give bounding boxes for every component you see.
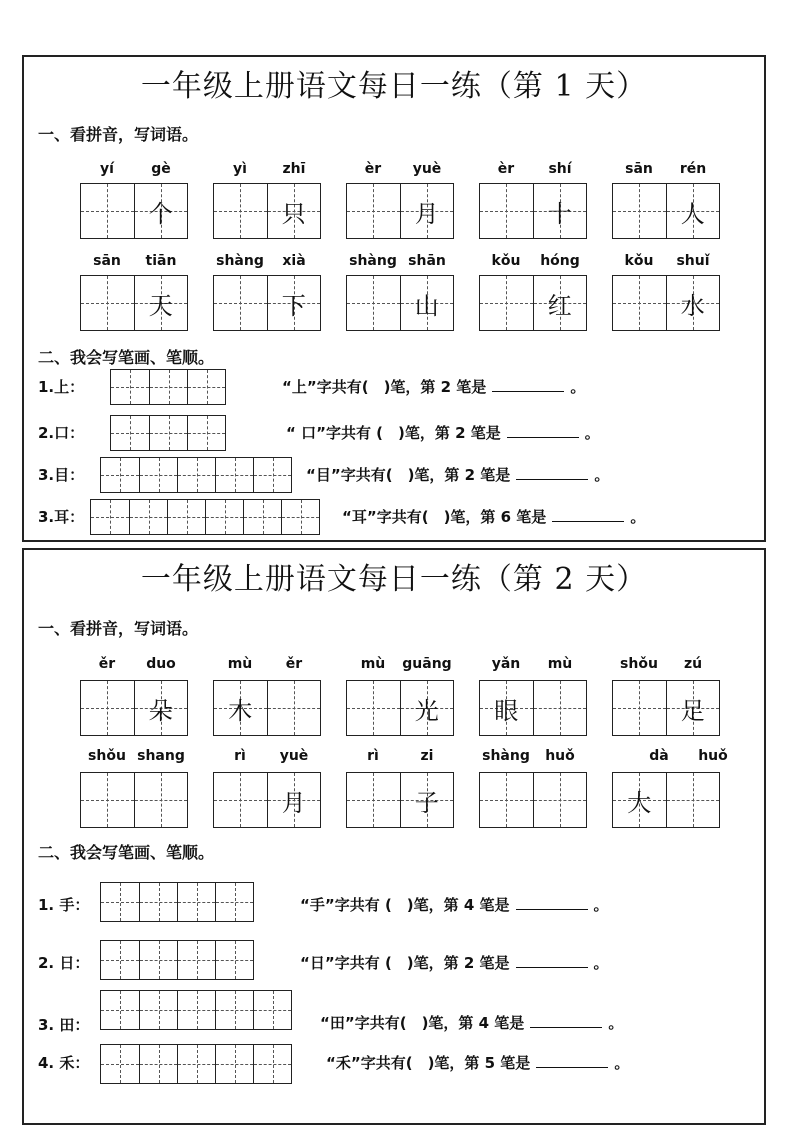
stroke-grid[interactable] — [110, 369, 226, 405]
stroke-question — [24, 457, 764, 491]
section-heading-strokes: 二、我会写笔画、笔顺。 — [38, 843, 215, 862]
pinyin-label: shàng xià — [216, 253, 306, 269]
writing-box[interactable]: 月 — [213, 772, 321, 828]
writing-box[interactable]: 眼 — [479, 680, 587, 736]
writing-box[interactable]: 个 — [80, 183, 188, 239]
question-text: “上”字共有( )笔，第 2 笔是 。 — [282, 378, 586, 396]
pinyin-label: rì yuè — [234, 748, 309, 764]
worksheet-title: 一年级上册语文每日一练（第 1 天） — [140, 69, 648, 104]
pinyin-label: shàng shān — [349, 253, 446, 269]
stroke-question — [24, 369, 764, 403]
section-heading-pinyin: 一、看拼音，写词语。 — [38, 619, 199, 638]
writing-box[interactable]: 下 — [213, 275, 321, 331]
question-label: 1.上： — [38, 378, 85, 396]
answer-blank[interactable] — [530, 1013, 602, 1028]
stroke-question — [24, 1044, 764, 1078]
question-text: “手”字共有 ( )笔，第 4 笔是 。 — [300, 896, 609, 914]
question-label: 2.口： — [38, 424, 85, 442]
pinyin-label: yí gè — [100, 161, 171, 177]
writing-box[interactable]: 光 — [346, 680, 454, 736]
question-label: 1. 手： — [38, 896, 90, 914]
pinyin-label: mù guāng — [360, 656, 452, 672]
stroke-question — [24, 415, 764, 449]
pinyin-label: rì zi — [367, 748, 434, 764]
pinyin-label: kǒu shuǐ — [624, 253, 710, 269]
writing-box[interactable]: 只 — [213, 183, 321, 239]
answer-blank[interactable] — [552, 507, 624, 522]
question-label: 4. 禾： — [38, 1054, 90, 1072]
question-text: “田”字共有( )笔，第 4 笔是 。 — [320, 1014, 624, 1032]
writing-box[interactable] — [479, 772, 587, 828]
pinyin-label: èr yuè — [364, 161, 442, 177]
writing-box[interactable]: 子 — [346, 772, 454, 828]
pinyin-label: ěr duo — [98, 656, 176, 672]
pinyin-label: èr shí — [497, 161, 572, 177]
pinyin-label: mù ěr — [227, 656, 303, 672]
pinyin-label: sān tiān — [93, 253, 177, 269]
writing-box[interactable]: 人 — [612, 183, 720, 239]
stroke-grid[interactable] — [110, 415, 226, 451]
writing-box[interactable]: 大 — [612, 772, 720, 828]
writing-box[interactable]: 朵 — [80, 680, 188, 736]
section-heading-pinyin: 一、看拼音，写词语。 — [38, 125, 199, 144]
question-text: “ 口”字共有 ( )笔，第 2 笔是 。 — [286, 424, 600, 442]
answer-blank[interactable] — [516, 953, 588, 968]
pinyin-label: shàng huǒ — [482, 748, 575, 764]
writing-box[interactable]: 月 — [346, 183, 454, 239]
question-text: “目”字共有( )笔，第 2 笔是 。 — [306, 466, 610, 484]
stroke-grid[interactable] — [90, 499, 320, 535]
stroke-grid[interactable] — [100, 940, 254, 980]
pinyin-label: yì zhī — [233, 161, 306, 177]
answer-blank[interactable] — [507, 423, 579, 438]
answer-blank[interactable] — [516, 895, 588, 910]
question-text: “日”字共有 ( )笔，第 2 笔是 。 — [300, 954, 609, 972]
question-label: 3.耳： — [38, 508, 85, 526]
worksheet-day1 — [22, 55, 766, 542]
stroke-question — [24, 940, 764, 974]
pinyin-label: yǎn mù — [491, 656, 573, 672]
answer-blank[interactable] — [492, 377, 564, 392]
pinyin-label: dà huǒ — [649, 748, 728, 764]
stroke-grid[interactable] — [100, 990, 292, 1030]
stroke-question — [24, 882, 764, 916]
stroke-grid[interactable] — [100, 882, 254, 922]
question-label: 2. 日： — [38, 954, 90, 972]
stroke-grid[interactable] — [100, 457, 292, 493]
stroke-question — [24, 499, 764, 533]
question-text: “耳”字共有( )笔，第 6 笔是 。 — [342, 508, 646, 526]
writing-box[interactable]: 十 — [479, 183, 587, 239]
worksheet-title: 一年级上册语文每日一练（第 2 天） — [140, 562, 648, 597]
writing-box[interactable]: 红 — [479, 275, 587, 331]
stroke-grid[interactable] — [100, 1044, 292, 1084]
writing-box[interactable]: 木 — [213, 680, 321, 736]
writing-box[interactable]: 山 — [346, 275, 454, 331]
writing-box[interactable]: 天 — [80, 275, 188, 331]
answer-blank[interactable] — [536, 1053, 608, 1068]
question-label: 3.目： — [38, 466, 85, 484]
writing-box[interactable]: 足 — [612, 680, 720, 736]
answer-blank[interactable] — [516, 465, 588, 480]
writing-box[interactable] — [80, 772, 188, 828]
question-text: “禾”字共有( )笔，第 5 笔是 。 — [326, 1054, 630, 1072]
section-heading-strokes: 二、我会写笔画、笔顺。 — [38, 348, 215, 367]
stroke-question — [24, 990, 764, 1034]
pinyin-label: shǒu zú — [620, 656, 703, 672]
pinyin-label: shǒu shang — [88, 748, 185, 764]
writing-box[interactable]: 水 — [612, 275, 720, 331]
pinyin-label: sān rén — [625, 161, 707, 177]
question-label: 3. 田： — [38, 1016, 90, 1034]
worksheet-day2 — [22, 548, 766, 1125]
pinyin-label: kǒu hóng — [491, 253, 580, 269]
